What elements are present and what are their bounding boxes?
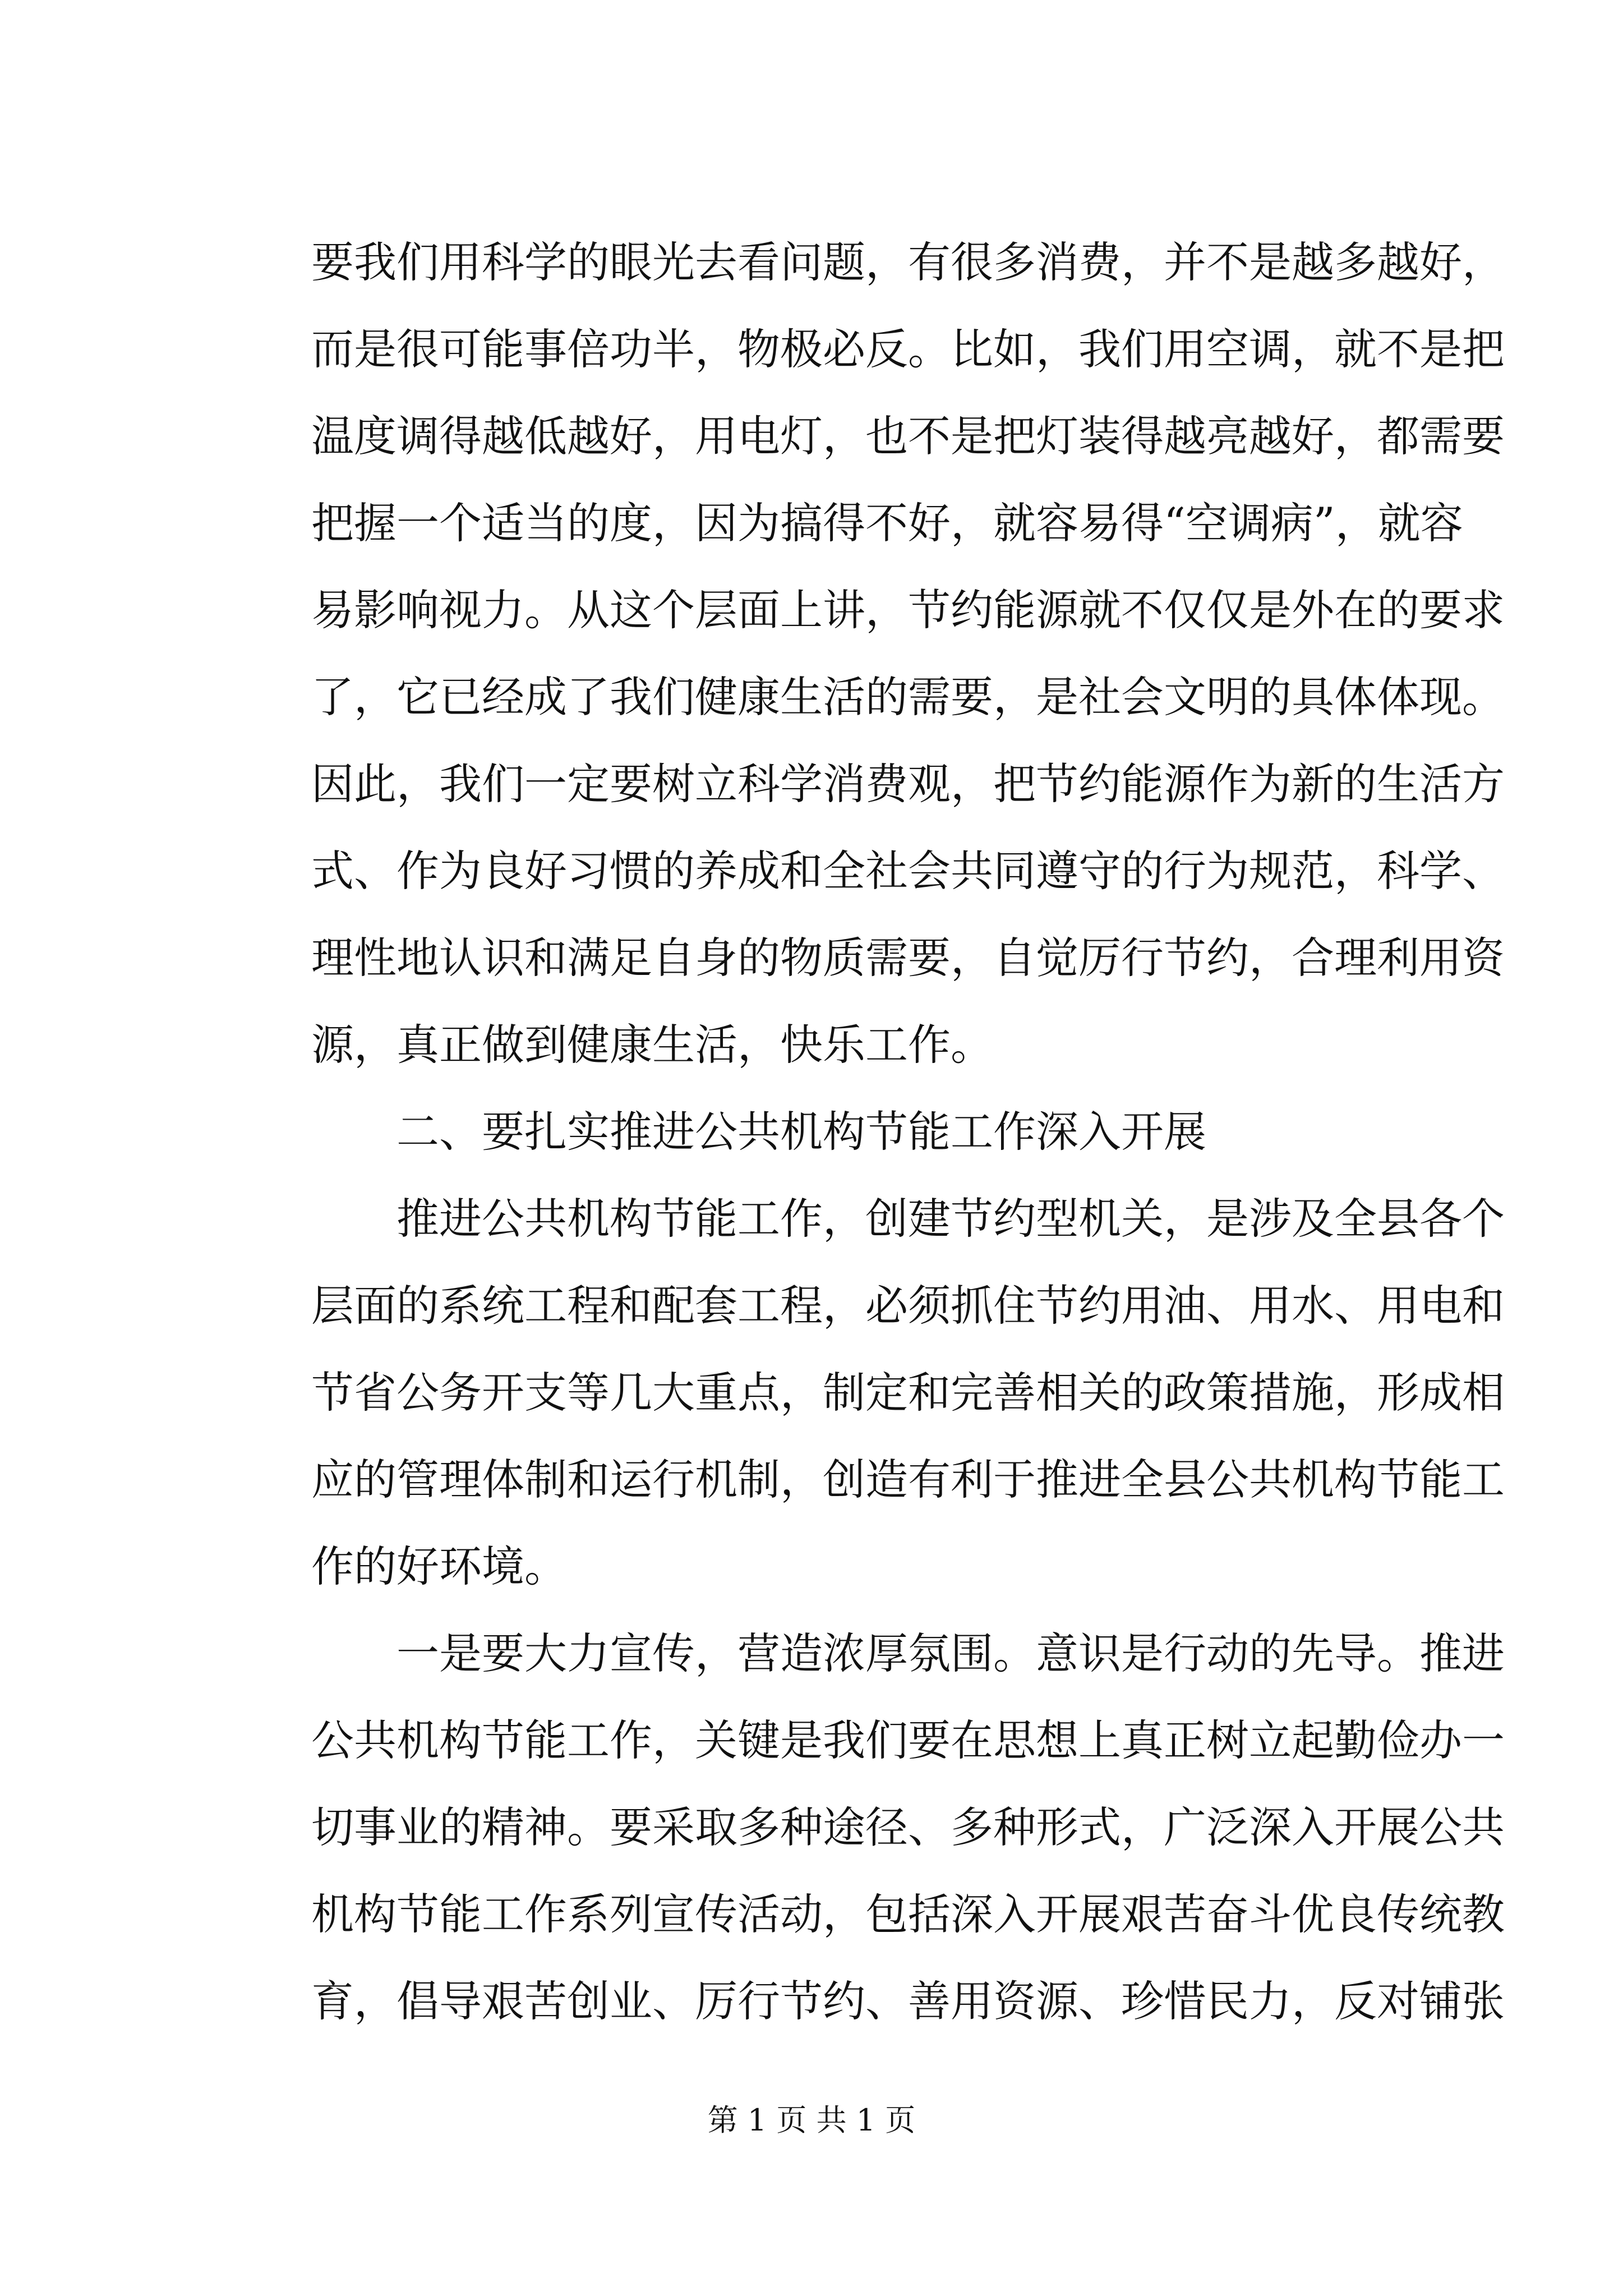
text-line: 切事业的精神。要采取多种途径、多种形式，广泛深入开展公共 xyxy=(311,1802,1505,1852)
text-line: 一是要大力宣传，营造浓厚氛围。意识是行动的先导。推进 xyxy=(396,1628,1505,1678)
text-line: 易影响视力。从这个层面上讲，节约能源就不仅仅是外在的要求 xyxy=(311,585,1505,635)
text-line: 式、作为良好习惯的养成和全社会共同遵守的行为规范，科学、 xyxy=(311,846,1505,896)
text-line: 理性地认识和满足自身的物质需要，自觉厉行节约，合理利用资 xyxy=(311,933,1505,983)
text-line: 推进公共机构节能工作，创建节约型机关，是涉及全县各个 xyxy=(396,1194,1505,1244)
text-line: 层面的系统工程和配套工程，必须抓住节约用油、用水、用电和 xyxy=(311,1281,1505,1331)
document-body xyxy=(311,219,1505,2045)
text-line: 育，倡导艰苦创业、厉行节约、善用资源、珍惜民力，反对铺张 xyxy=(311,1976,1505,2026)
text-line: 源，真正做到健康生活，快乐工作。 xyxy=(311,1020,993,1070)
text-line: 要我们用科学的眼光去看问题，有很多消费，并不是越多越好， xyxy=(311,237,1505,287)
text-line: 节省公务开支等几大重点，制定和完善相关的政策措施，形成相 xyxy=(311,1368,1505,1418)
page-footer: 第 1 页 共 1 页 xyxy=(707,2102,916,2138)
text-line: 了，它已经成了我们健康生活的需要，是社会文明的具体体现。 xyxy=(311,672,1505,722)
section-heading: 二、要扎实推进公共机构节能工作深入开展 xyxy=(396,1107,1206,1157)
text-line: 机构节能工作系列宣传活动，包括深入开展艰苦奋斗优良传统教 xyxy=(311,1889,1505,1939)
text-line: 公共机构节能工作，关键是我们要在思想上真正树立起勤俭办一 xyxy=(311,1715,1505,1765)
text-line: 温度调得越低越好，用电灯，也不是把灯装得越亮越好，都需要 xyxy=(311,411,1505,461)
text-line: 应的管理体制和运行机制，创造有利于推进全县公共机构节能工 xyxy=(311,1455,1505,1504)
text-line: 因此，我们一定要树立科学消费观，把节约能源作为新的生活方 xyxy=(311,759,1505,809)
text-line: 而是很可能事倍功半，物极必反。比如，我们用空调，就不是把 xyxy=(311,324,1505,374)
text-line: 把握一个适当的度，因为搞得不好，就容易得“空调病”，就容 xyxy=(311,498,1463,548)
text-line: 作的好环境。 xyxy=(311,1542,567,1591)
